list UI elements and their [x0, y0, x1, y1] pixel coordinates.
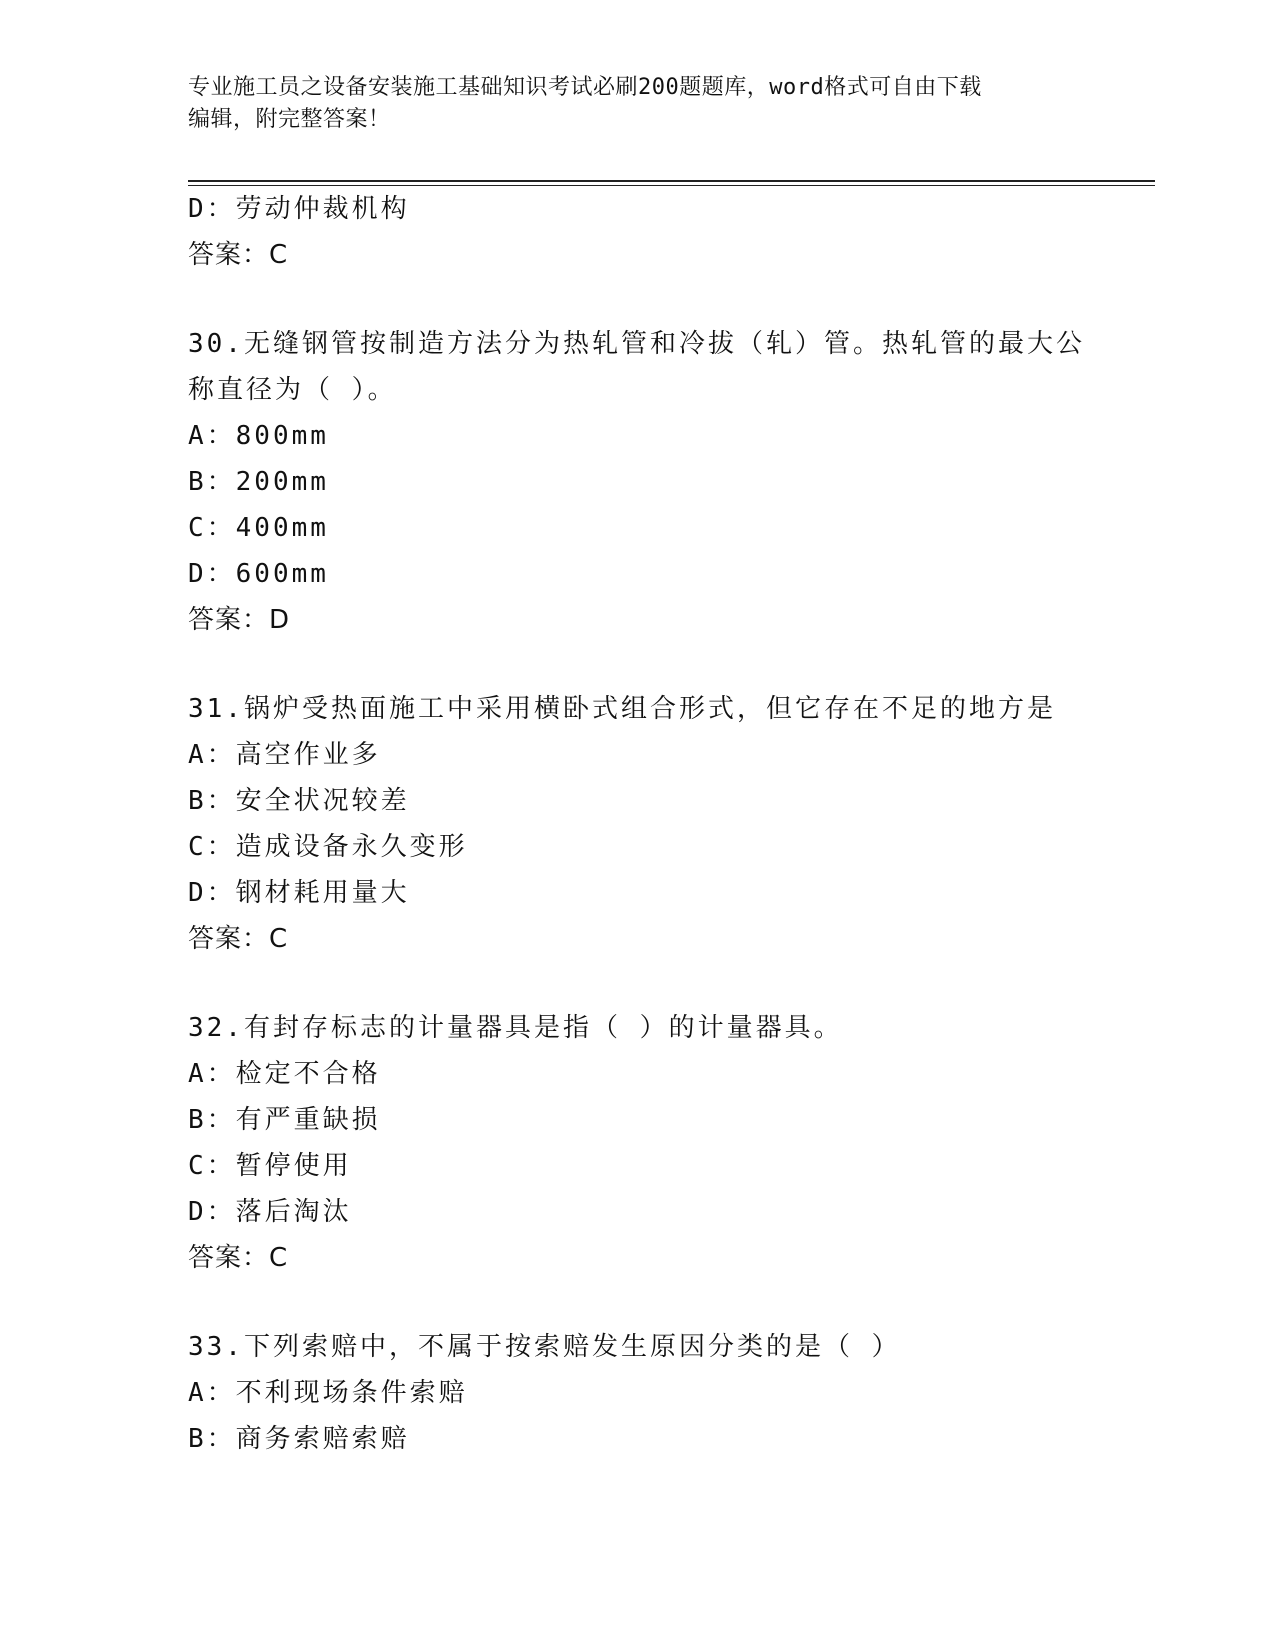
option-c: C：造成设备永久变形 — [188, 832, 468, 862]
question-spacer — [188, 278, 1088, 321]
header-divider-top — [188, 180, 1155, 182]
option-d: D：钢材耗用量大 — [188, 878, 410, 908]
header-line-2: 编辑，附完整答案！ — [188, 107, 391, 132]
answer: 答案：D — [188, 605, 291, 635]
option-c: C：400mm — [188, 513, 329, 543]
option-d: D：600mm — [188, 559, 329, 589]
question-stem-line-1: 33.下列索赔中，不属于按索赔发生原因分类的是（ ） — [188, 1332, 901, 1362]
prev-question-answer: 答案：C — [188, 240, 289, 270]
question-spacer — [188, 643, 1088, 686]
answer: 答案：C — [188, 1243, 289, 1273]
question-stem-line-1: 31.锅炉受热面施工中采用横卧式组合形式，但它存在不足的地方是 — [188, 694, 1056, 724]
option-c: C：暂停使用 — [188, 1151, 352, 1181]
question-30 — [188, 321, 1088, 643]
option-a: A：不利现场条件索赔 — [188, 1378, 468, 1408]
question-content — [188, 186, 1088, 1462]
question-32 — [188, 1005, 1088, 1281]
question-stem-line-1: 30.无缝钢管按制造方法分为热轧管和冷拔（轧）管。热轧管的最大公 — [188, 329, 1085, 359]
answer: 答案：C — [188, 924, 289, 954]
option-a: A：800mm — [188, 421, 329, 451]
option-b: B：安全状况较差 — [188, 786, 410, 816]
option-b: B：有严重缺损 — [188, 1105, 381, 1135]
option-a: A：检定不合格 — [188, 1059, 381, 1089]
prev-question-option-d: D：劳动仲裁机构 — [188, 194, 410, 224]
question-spacer — [188, 962, 1088, 1005]
option-d: D：落后淘汰 — [188, 1197, 352, 1227]
header-line-1: 专业施工员之设备安装施工基础知识考试必刷200题题库，word格式可自由下载 — [188, 75, 982, 100]
option-b: B：商务索赔索赔 — [188, 1424, 410, 1454]
question-spacer — [188, 1281, 1088, 1324]
question-33 — [188, 1324, 1088, 1462]
question-31 — [188, 686, 1088, 962]
option-b: B：200mm — [188, 467, 329, 497]
question-stem-line-2: 称直径为（ ）。 — [188, 375, 397, 405]
question-stem-line-1: 32.有封存标志的计量器具是指（ ）的计量器具。 — [188, 1013, 843, 1043]
document-header — [188, 72, 1088, 136]
option-a: A：高空作业多 — [188, 740, 381, 770]
